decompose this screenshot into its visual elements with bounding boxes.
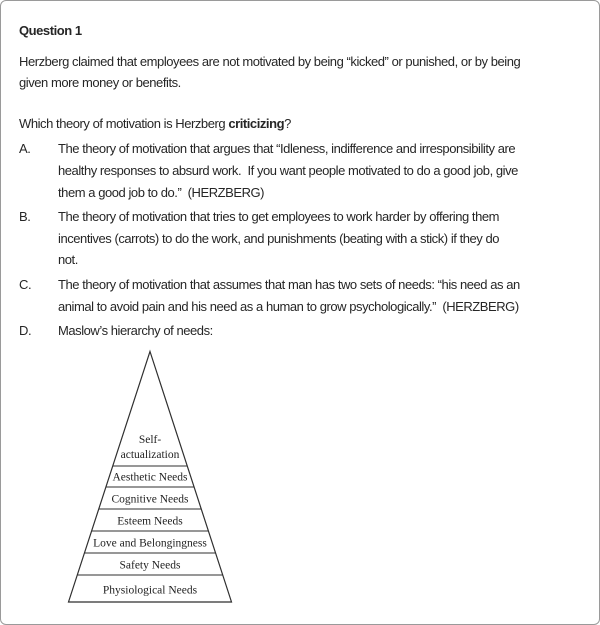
pyramid-level-label: Love and Belongingness — [93, 537, 207, 550]
option-letter: A. — [19, 141, 31, 157]
option-text-line: healthy responses to absurd work. If you want people motivated to do a good job, give — [58, 162, 518, 178]
option-item-d — [19, 320, 581, 342]
option-text — [58, 274, 581, 317]
intro-paragraph — [19, 51, 581, 94]
option-text-line: them a good job to do.” (HERZBERG) — [58, 184, 265, 200]
option-letter: B. — [19, 209, 31, 225]
maslow-pyramid-svg — [50, 345, 250, 607]
pyramid-level-label: Cognitive Needs — [111, 493, 189, 506]
option-text-line: Maslow’s hierarchy of needs: — [58, 323, 213, 339]
option-item-b — [19, 206, 581, 271]
question-prompt — [19, 113, 581, 135]
pyramid-level-label: Aesthetic Needs — [112, 471, 188, 484]
option-text — [58, 138, 581, 203]
option-text-line: The theory of motivation that argues that “Idleness, indifference and irresponsibility are — [58, 141, 516, 157]
option-text-line: not. — [58, 252, 78, 268]
pyramid-level-label: actualization — [120, 448, 180, 461]
option-text — [58, 206, 581, 271]
option-text-line: incentives (carrots) to do the work, and punishments (beating with a stick) if they do — [58, 230, 500, 246]
options-list — [19, 138, 581, 341]
pyramid-level-label: Self- — [138, 433, 162, 446]
option-text — [58, 320, 581, 342]
question-text-post: ? — [284, 115, 291, 131]
option-item-a — [19, 138, 581, 203]
maslow-pyramid-figure — [50, 345, 250, 607]
intro-line: Herzberg claimed that employees are not motivated by being “kicked” or punished, or by being — [19, 53, 521, 69]
pyramid-level-label: Safety Needs — [119, 559, 181, 572]
intro-line: given more money or benefits. — [19, 75, 181, 91]
option-text-line: The theory of motivation that assumes that man has two sets of needs: “his need as an — [58, 276, 520, 292]
option-letter: D. — [19, 323, 32, 339]
question-title: Question 1 — [19, 23, 82, 38]
option-text-line: The theory of motivation that tries to get employees to work harder by offering them — [58, 209, 500, 225]
option-text-line: animal to avoid pain and his need as a human to grow psychologically.” (HERZBERG) — [58, 298, 519, 314]
question-text-pre: Which theory of motivation is Herzberg — [19, 115, 229, 131]
question-bold-term: criticizing — [228, 115, 285, 131]
option-item-c — [19, 274, 581, 317]
option-letter: C. — [19, 276, 32, 292]
pyramid-level-label: Physiological Needs — [102, 584, 198, 597]
pyramid-level-label: Esteem Needs — [117, 515, 183, 528]
